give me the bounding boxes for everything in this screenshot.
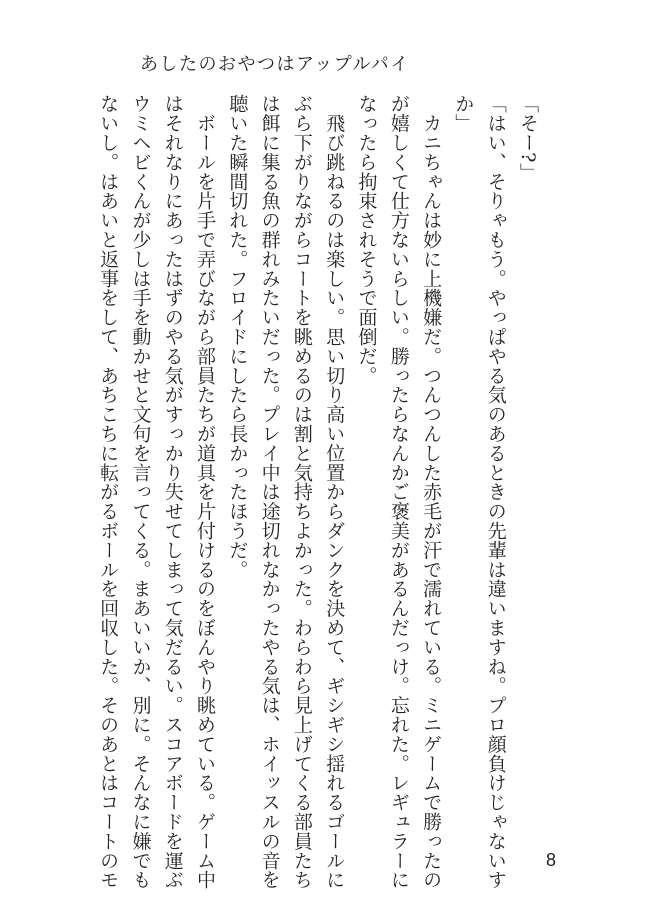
- text-line: か」: [452, 94, 475, 133]
- text-line: なったら拘束されそうで面倒だ。: [355, 94, 378, 385]
- text-line: 「そー?」: [517, 94, 539, 183]
- text-line: ウミヘビくんが少しは手を動かせと文句を言ってくる。まあいいか、別に。そんなに嫌でも: [129, 94, 152, 890]
- text-line: ぶら下がりながらコートを眺めるのは割と気持ちよかった。わらわら見上げてくる部員たち: [290, 94, 313, 890]
- text-line: カニちゃんは妙に上機嫌だ。つんつんした赤毛が汗で濡れている。ミニゲームで勝ったの: [420, 94, 443, 890]
- text-line: はそれなりにあったはずのやる気がすっかり失せてしまって気だるい。スコアボードを運ぶ: [161, 94, 184, 890]
- text-line: ボールを片手で弄びながら部員たちが道具を片付けるのをぼんやり眺めている。ゲーム中: [194, 94, 217, 890]
- text-line: 「はい、そりゃもう。やっぱやる気のあるときの先輩は違いますね。プロ顔負けじゃないす: [484, 94, 507, 890]
- body-text: [92, 94, 544, 890]
- text-line: が嬉しくて仕方ないらしい。勝ったらなんかご褒美があるんだっけ。忘れた。レギュラーに: [387, 94, 410, 890]
- text-line: は餌に集る魚の群れみたいだった。プレイ中は途切れなかったやる気は、ホイッスルの音を: [258, 94, 281, 890]
- text-line: ないし。はあいと返事をして、あちこちに転がるボールを回収した。そのあとはコートのモ: [97, 94, 120, 890]
- text-line: 聴いた瞬間切れた。フロイドにしたら長かったほうだ。: [226, 94, 249, 579]
- running-title: あしたのおやつはアップルパイ: [140, 54, 410, 75]
- text-line: 飛び跳ねるのは楽しい。思い切り高い位置からダンクを決めて、ギシギシ揺れるゴールに: [323, 94, 346, 890]
- page-number: 8: [546, 850, 557, 870]
